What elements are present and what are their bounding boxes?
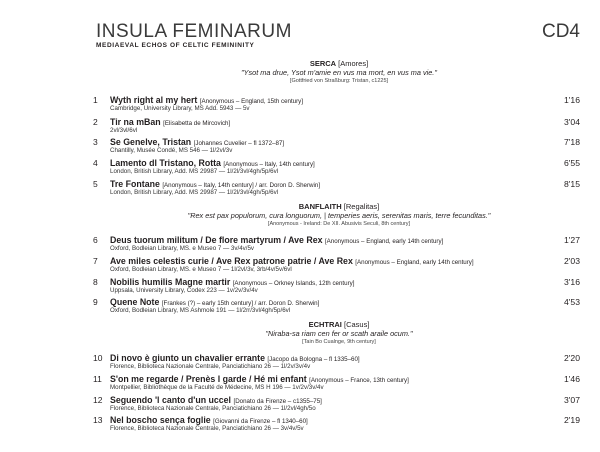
track-duration: 1'27: [564, 235, 580, 245]
section-heading: SERCA [Amores]: [309, 59, 369, 68]
section-heading: ECHTRAI [Casus]: [308, 320, 370, 329]
track-source: Florence, Biblioteca Nazionale Centrale, Panciatichiano 26 — 3v/4v/5v: [110, 425, 304, 432]
track-row[interactable]: [0, 395, 600, 417]
track-title-line: Seguendo 'l canto d'un uccel [Donato da Firenze – c1355–75]: [110, 395, 322, 405]
track-duration: 2'20: [564, 353, 580, 363]
track-title-line: Tir na mBan [Elisabetta de Mircovich]: [110, 117, 231, 127]
section-echtrai: [96, 320, 582, 346]
track-title-line: Ave miles celestis curie / Ave Rex patrone patrie / Ave Rex [Anonymous – England, early 14th century]: [110, 256, 474, 266]
track-duration: 2'03: [564, 256, 580, 266]
section-quote: "Rex est pax populorum, cura longuorum, | temperies aeris, serenitas maris, terre fecunditas.": [187, 211, 491, 220]
track-row[interactable]: [0, 415, 600, 437]
section-quote: "Niraba-sa riam cen fer or scath araile ocum.": [265, 329, 413, 338]
track-number: 2: [93, 117, 98, 127]
track-duration: 3'16: [564, 277, 580, 287]
section-credit: [Anonymous - Ireland: De XII. Abusivis Seculi, 8th century]: [267, 221, 411, 227]
track-duration: 3'04: [564, 117, 580, 127]
track-source: Chantilly, Musée Condé, MS 546 — 1l/2vl/3v: [110, 147, 233, 154]
track-source: Florence, Biblioteca Nazionale Centrale, Panciatichiano 26 — 1l/2vl/4gh/5o: [110, 405, 316, 412]
track-duration: 2'19: [564, 415, 580, 425]
track-title-line: Deus tuorum militum / De flore martyrum / Ave Rex [Anonymous – England, early 14th century]: [110, 235, 444, 245]
track-row[interactable]: [0, 353, 600, 375]
track-title-line: Wyth right al my hert [Anonymous – England, 15th century]: [110, 95, 303, 105]
track-duration: 1'16: [564, 95, 580, 105]
track-row[interactable]: [0, 117, 600, 139]
track-title-line: Nobilis humilis Magne martir [Anonymous – Orkney Islands, 12th century]: [110, 277, 355, 287]
track-title-line: Tre Fontane [Anonymous – Italy, 14th century] / arr. Doron D. Sherwin]: [110, 179, 321, 189]
track-row[interactable]: [0, 158, 600, 180]
track-row[interactable]: [0, 374, 600, 396]
track-source: 2vl/3vl/6vl: [110, 127, 138, 134]
track-number: 8: [93, 277, 98, 287]
track-number: 1: [93, 95, 98, 105]
track-number: 3: [93, 137, 98, 147]
track-source: London, British Library, Add. MS 29987 — 1l/2l/3vl/4gh/5p/6vl: [110, 189, 279, 196]
track-title-line: Nel boscho sença foglie [Giovanni da Firenze – fl 1340–60]: [110, 415, 308, 425]
track-number: 7: [93, 256, 98, 266]
track-duration: 4'53: [564, 297, 580, 307]
track-source: Oxford, Bodleian Library, MS Ashmole 191 — 1l/2rr/3vl/4gh/5p/6vl: [110, 307, 291, 314]
track-source: London, British Library, Add. MS 29987 — 1l/2l/3vl/4gh/5p/6vl: [110, 168, 279, 175]
track-title-line: S'on me regarde / Prenès l garde / Hé mi enfant [Anonymous – France, 13th century]: [110, 374, 409, 384]
track-title-line: Quene Note [Frankes (?) – early 15th century] / arr. Doron D. Sherwin]: [110, 297, 320, 307]
cd-number: CD4: [541, 21, 580, 42]
track-duration: 6'55: [564, 158, 580, 168]
section-credit: [Tain Bo Cualnge, 9th century]: [302, 339, 376, 345]
track-duration: 1'46: [564, 374, 580, 384]
track-number: 11: [93, 374, 102, 384]
track-source: Uppsala, University Library, Codex 223 — 1v/2v/3v/4v: [110, 287, 258, 294]
track-number: 4: [93, 158, 98, 168]
track-row[interactable]: [0, 95, 600, 117]
track-number: 5: [93, 179, 98, 189]
track-number: 10: [93, 353, 103, 363]
track-duration: 3'07: [564, 395, 580, 405]
track-source: Oxford, Bodleian Library, MS. e Museo 7 — 1l/2vl/3v, 3rb/4v/5v/6vl: [110, 266, 292, 273]
track-duration: 8'15: [564, 179, 580, 189]
album-title: INSULA FEMINARUM: [96, 21, 292, 42]
track-row[interactable]: [0, 297, 600, 319]
track-source: Florence, Biblioteca Nazionale Centrale, Panciatichiano 26 — 1l/2v/3v/4v: [110, 363, 311, 370]
track-source: Oxford, Bodleian Library, MS. e Museo 7 — 3v/4v/5v: [110, 245, 254, 252]
track-title-line: Se Genelve, Tristan [Johannes Cuvelier – fl 1372–87]: [110, 137, 285, 147]
track-row[interactable]: [0, 277, 600, 299]
track-number: 12: [93, 395, 103, 405]
track-row[interactable]: [0, 256, 600, 278]
track-duration: 7'18: [564, 137, 580, 147]
section-credit: [Gottfried von Straßburg: Tristan, c1225]: [289, 78, 389, 84]
section-quote: "Ysot ma drue, Ysot m'amie en vus ma mort, en vus ma vie.": [241, 68, 437, 77]
track-source: Cambridge, University Library, MS Add. 5943 — 5v: [110, 105, 250, 112]
album-subtitle: MEDIAEVAL ECHOS OF CELTIC FEMININITY: [96, 42, 255, 49]
track-row[interactable]: [0, 137, 600, 159]
track-number: 9: [93, 297, 98, 307]
section-serca: [96, 59, 582, 85]
section-banflaith: [96, 202, 582, 228]
track-title-line: Lamento dl Tristano, Rotta [Anonymous – Italy, 14th century]: [110, 158, 315, 168]
track-number: 6: [93, 235, 98, 245]
track-title-line: Di novo è giunto un chavalier errante [Jacopo da Bologna – fl 1335–60]: [110, 353, 360, 363]
track-row[interactable]: [0, 179, 600, 201]
track-number: 13: [93, 415, 103, 425]
track-source: Montpellier, Bibliothèque de la Faculté de Médecine, MS H 196 — 1v/2v/3v/4v: [110, 384, 324, 391]
section-heading: BANFLAITH [Regalitas]: [298, 202, 380, 211]
track-row[interactable]: [0, 235, 600, 257]
